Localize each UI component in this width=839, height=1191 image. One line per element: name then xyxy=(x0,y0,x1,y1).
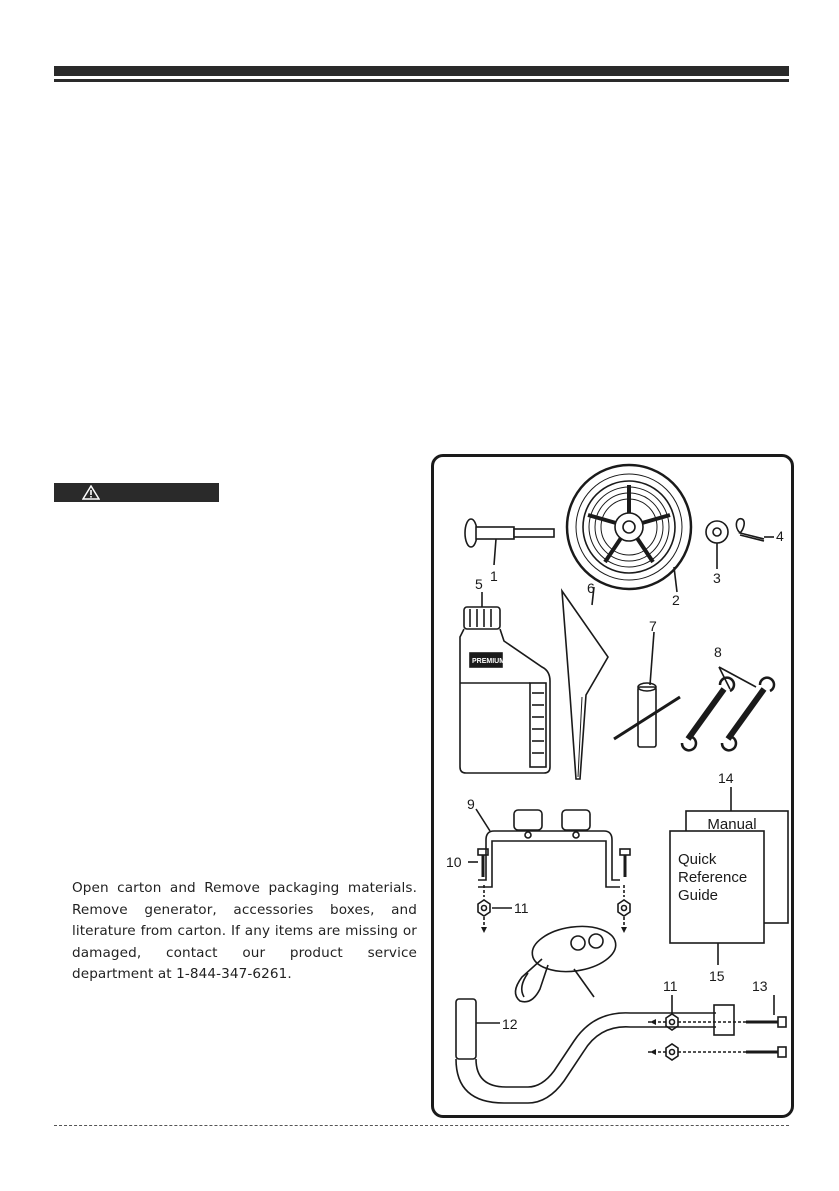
support-bracket xyxy=(478,810,620,887)
cotter-pin xyxy=(736,519,764,541)
warning-bar xyxy=(54,483,219,502)
footer-dashed-rule xyxy=(54,1125,789,1126)
remote-key-fob xyxy=(515,921,618,1001)
part-label-8: 8 xyxy=(714,644,722,660)
quick-guide-line1: Quick xyxy=(678,851,717,868)
parts-illustration xyxy=(434,457,791,1115)
open-end-wrenches xyxy=(682,678,774,751)
warning-icon xyxy=(82,485,100,500)
part-label-7: 7 xyxy=(649,618,657,634)
part-label-12: 12 xyxy=(502,1016,518,1032)
wheel xyxy=(567,465,691,589)
part-label-15: 15 xyxy=(709,968,725,984)
part-label-3: 3 xyxy=(713,570,721,586)
part-label-4: 4 xyxy=(776,528,784,544)
part-label-2: 2 xyxy=(672,592,680,608)
part-label-13: 13 xyxy=(752,978,768,994)
part-label-14: 14 xyxy=(718,770,734,786)
spark-plug-wrench xyxy=(614,683,680,747)
part-label-1: 1 xyxy=(490,568,498,584)
parts-diagram xyxy=(431,454,794,1118)
axle-pin xyxy=(465,519,554,547)
nuts xyxy=(478,885,630,927)
part-label-6: 6 xyxy=(587,580,595,596)
part-label-9: 9 xyxy=(467,796,475,812)
header-rule-thick xyxy=(54,66,789,76)
transport-handle xyxy=(456,999,734,1103)
header-rule-thin xyxy=(54,79,789,82)
part-label-11-top: 11 xyxy=(514,900,529,916)
bolts xyxy=(478,849,630,877)
oil-bottle-brand: PREMIUM xyxy=(472,658,506,665)
washer xyxy=(706,521,728,543)
part-label-10: 10 xyxy=(446,854,462,870)
part-label-11-bottom: 11 xyxy=(663,978,678,994)
oil-bottle xyxy=(460,607,550,773)
unpacking-instructions: Open carton and Remove packaging materials. Remove generator, accessories boxes, and literature from carton. If any items are missing or damaged, contact our product service department at 1-844-347-6261. xyxy=(72,880,417,982)
quick-guide-line2: Reference xyxy=(678,869,748,886)
funnel xyxy=(562,591,608,779)
manual-label: Manual xyxy=(707,816,757,833)
part-label-5: 5 xyxy=(475,576,483,592)
handle-hardware xyxy=(648,1014,786,1060)
quick-guide-line3: Guide xyxy=(678,887,719,904)
